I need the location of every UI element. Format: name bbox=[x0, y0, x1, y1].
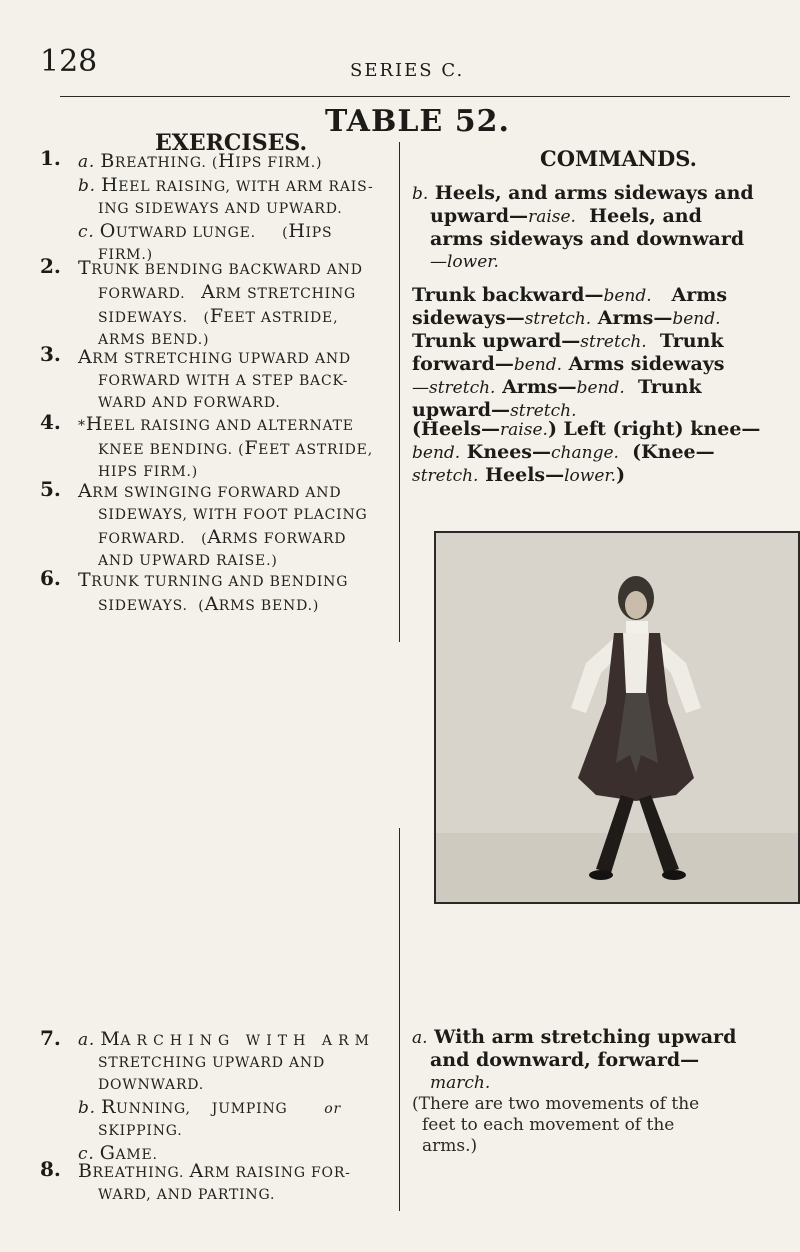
exercise-number: 5. bbox=[40, 477, 61, 501]
exercise-1-text: a. BREATHING. (HIPS FIRM.) b. HEEL RAISING, WITH ARM RAIS- ING SIDEWAYS AND UPWARD. c. OUTWARD LUNGE. (HIPS FIRM.) bbox=[78, 150, 374, 263]
exercise-number: 4. bbox=[40, 410, 61, 434]
command-3: (Heels—raise.) Left (right) knee— bend. Knees—change. (Knee— stretch. Heels—lower.) bbox=[412, 418, 761, 486]
command-4: a. With arm stretching upward and downward, forward— march. bbox=[412, 1026, 737, 1093]
command-1: b. Heels, and arms sideways and upward—raise. Heels, and arms sideways and downward —lower. bbox=[412, 182, 754, 272]
exercise-4-text: *HEEL RAISING AND ALTERNATE KNEE BENDING. (FEET ASTRIDE, HIPS FIRM.) bbox=[78, 413, 373, 480]
exercise-7-text: a. MA R C H I N G W I T H A R M STRETCHING UPWARD AND DOWNWARD. b. RUNNING, JUMPING or SKIPPING. c. GAME. bbox=[78, 1028, 370, 1164]
exercise-5-text: ARM SWINGING FORWARD AND SIDEWAYS, WITH FOOT PLACING FORWARD. (ARMS FORWARD AND UPWARD RAISE.) bbox=[78, 480, 368, 569]
exercise-number: 7. bbox=[40, 1026, 61, 1050]
exercise-number: 3. bbox=[40, 342, 61, 366]
command-4-note: (There are two movements of the feet to each movement of the arms.) bbox=[412, 1094, 700, 1156]
exercise-6-text: TRUNK TURNING AND BENDING SIDEWAYS. (ARMS BEND.) bbox=[78, 569, 349, 615]
exercise-number: 6. bbox=[40, 566, 61, 590]
header-rule bbox=[60, 96, 790, 97]
exercise-photograph bbox=[434, 531, 800, 904]
girl-figure-illustration bbox=[436, 533, 798, 902]
exercise-2-text: TRUNK BENDING BACKWARD AND FORWARD. ARM STRETCHING SIDEWAYS. (FEET ASTRIDE, ARMS BEND.) bbox=[78, 257, 363, 348]
commands-heading: COMMANDS. bbox=[540, 146, 697, 171]
exercise-number: 1. bbox=[40, 146, 61, 170]
column-divider-lower bbox=[399, 828, 400, 1211]
exercise-number: 8. bbox=[40, 1157, 61, 1181]
table-title: TABLE 52. bbox=[325, 104, 510, 139]
running-header: SERIES C. bbox=[350, 60, 465, 81]
column-divider bbox=[399, 142, 400, 642]
exercise-number: 2. bbox=[40, 254, 61, 278]
exercise-8-text: BREATHING. ARM RAISING FOR- WARD, AND PARTING. bbox=[78, 1160, 351, 1203]
command-2: Trunk backward—bend. Arms sideways—stretch. Arms—bend. Trunk upward—stretch. Trunk forward—bend. Arms sideways —stretch. Arms—bend. Trunk upward—stretch. bbox=[412, 284, 728, 421]
exercises-heading: EXERCISES. bbox=[155, 130, 308, 156]
page-number: 128 bbox=[40, 44, 98, 79]
exercise-3-text: ARM STRETCHING UPWARD AND FORWARD WITH A STEP BACK- WARD AND FORWARD. bbox=[78, 346, 351, 411]
